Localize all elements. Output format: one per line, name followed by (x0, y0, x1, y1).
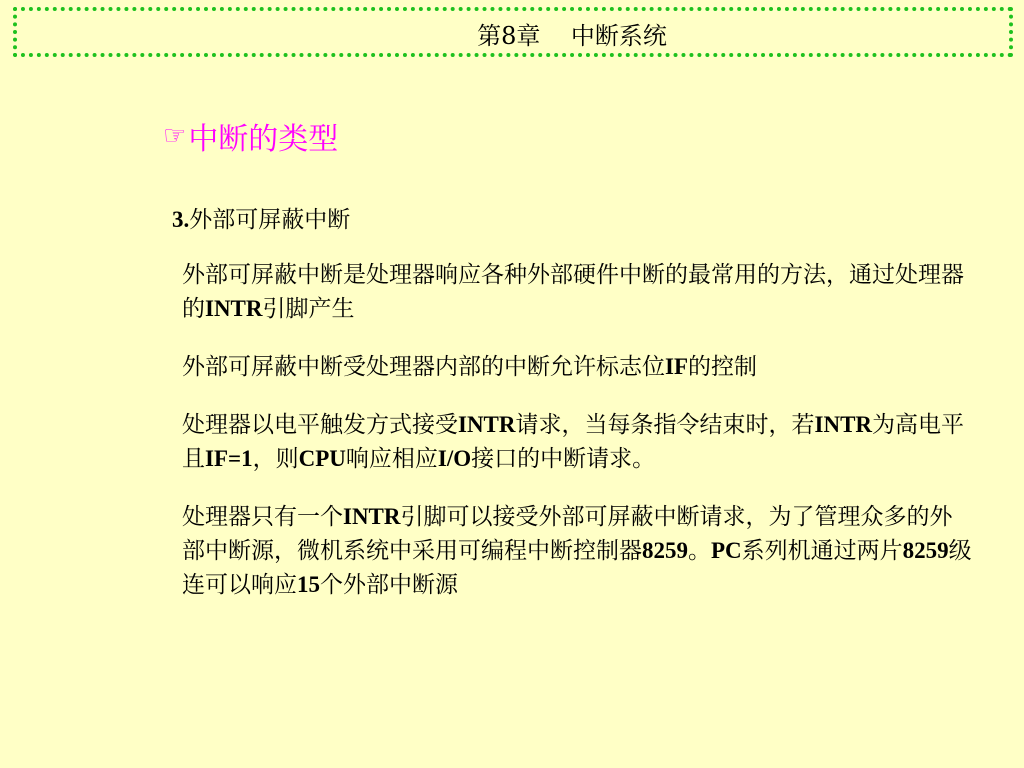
text-run: 个外部中断源 (320, 572, 458, 598)
text-run: 15 (297, 572, 320, 597)
text-run: INTR (814, 412, 873, 437)
text-run: 外部可屏蔽中断是处理器响应各种外部硬件中断的最常用的方法，通过处理器的 (182, 262, 964, 322)
body-content (182, 258, 972, 626)
text-run: 8259 (642, 538, 688, 563)
text-run: INTR (343, 504, 401, 529)
text-run: PC (711, 538, 742, 563)
text-run: 级连可以响应 (182, 538, 972, 598)
text-run: 引脚可以接受外部可屏蔽中断请求，为了管理众多的外部中断源，微机系统中采用可编程中断控制器 (182, 504, 953, 564)
paragraph-2 (182, 350, 972, 384)
text-run: 系列机通过两片 (741, 538, 903, 564)
pointing-hand-icon: ☞ (163, 121, 187, 151)
text-run: 为高电平且 (182, 412, 965, 472)
paragraph-4 (182, 500, 972, 602)
subsection-number: 3. (172, 207, 190, 232)
text-run: IF (665, 354, 688, 379)
text-run: IF=1 (205, 446, 253, 471)
subsection-title: 外部可屏蔽中断 (189, 207, 351, 233)
section-heading (163, 114, 338, 158)
text-run: 请求，当每条指令结束时，若 (515, 412, 815, 438)
text-run: 处理器以电平触发方式接受 (182, 412, 458, 438)
text-run: 。 (688, 538, 711, 564)
text-run: 引脚产生 (262, 296, 355, 322)
text-run: 外部可屏蔽中断受处理器内部的中断允许标志位 (182, 354, 665, 380)
paragraph-3 (182, 408, 972, 476)
text-run: ，则 (252, 446, 299, 472)
chapter-title: 第8章 中断系统 (477, 22, 667, 50)
text-run: 8259 (902, 538, 949, 563)
text-run: INTR (458, 412, 516, 437)
text-run: 接口的中断请求。 (471, 446, 656, 472)
text-run: CPU (298, 446, 346, 471)
text-run: INTR (205, 296, 263, 321)
text-run: 响应相应 (345, 446, 438, 472)
text-run: I/O (437, 446, 472, 471)
paragraph-1 (182, 258, 972, 326)
subsection-heading (172, 201, 350, 234)
text-run: 的控制 (688, 354, 757, 380)
section-heading-text: 中断的类型 (188, 122, 339, 157)
text-run: 处理器只有一个 (182, 504, 343, 530)
